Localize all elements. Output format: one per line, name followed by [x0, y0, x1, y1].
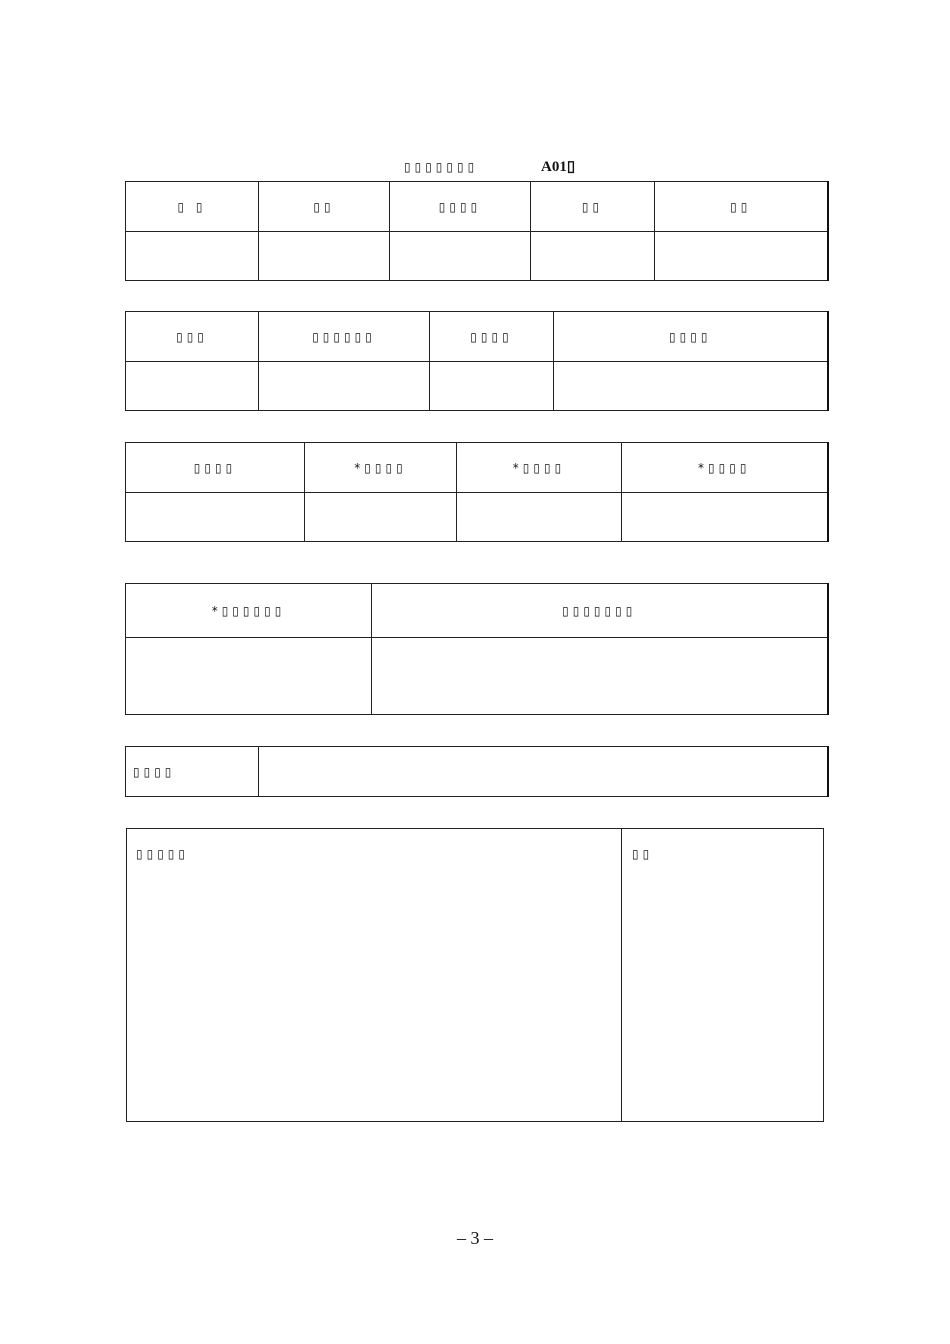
- table1-cell[interactable]: [531, 232, 655, 281]
- table2-header: ▯▯▯▯▯▯: [259, 312, 430, 362]
- table2-cell[interactable]: [554, 362, 828, 411]
- notes-left-label: ▯▯▯▯▯: [136, 847, 190, 861]
- table1-header: ▯▯: [259, 182, 390, 232]
- page-number: – 3 –: [457, 1228, 493, 1248]
- table1-cell[interactable]: [655, 232, 828, 281]
- table3-cell[interactable]: [126, 493, 305, 542]
- table3-cell[interactable]: [622, 493, 828, 542]
- table4-cell[interactable]: [126, 638, 372, 715]
- required-info-table: [125, 442, 829, 542]
- remark-row-table: [125, 746, 829, 797]
- table2-cell[interactable]: [126, 362, 259, 411]
- table2-header: ▯▯▯▯: [430, 312, 554, 362]
- table5-value[interactable]: [259, 747, 828, 797]
- table4-header: ▯▯▯▯▯▯▯: [372, 584, 828, 638]
- table4-cell[interactable]: [372, 638, 828, 715]
- table2-cell[interactable]: [259, 362, 430, 411]
- table1-header: ▯▯▯▯: [390, 182, 531, 232]
- table1-header: ▯▯: [531, 182, 655, 232]
- notes-right-label: ▯▯: [632, 847, 654, 861]
- table2-cell[interactable]: [430, 362, 554, 411]
- table3-header: *▯▯▯▯: [622, 443, 828, 493]
- notes-divider: [621, 829, 622, 1121]
- table1-header: ▯ ▯: [126, 182, 259, 232]
- table3-header: *▯▯▯▯: [457, 443, 622, 493]
- table2-header: ▯▯▯▯: [554, 312, 828, 362]
- table3-cell[interactable]: [305, 493, 457, 542]
- table1-cell[interactable]: [126, 232, 259, 281]
- notes-box: [126, 828, 824, 1122]
- table1-cell[interactable]: [259, 232, 390, 281]
- table5-label: ▯▯▯▯: [126, 747, 259, 797]
- table3-header: ▯▯▯▯: [126, 443, 305, 493]
- table4-header: *▯▯▯▯▯▯: [126, 584, 372, 638]
- table1-cell[interactable]: [390, 232, 531, 281]
- form-code: A01▯: [541, 159, 576, 175]
- basic-info-table: [125, 181, 829, 281]
- table2-header: ▯▯▯: [126, 312, 259, 362]
- detail-info-table: [125, 311, 829, 411]
- description-table: [125, 583, 829, 715]
- table3-header: *▯▯▯▯: [305, 443, 457, 493]
- form-title: ▯▯▯▯▯▯▯: [404, 160, 479, 174]
- table3-cell[interactable]: [457, 493, 622, 542]
- table1-header: ▯▯: [655, 182, 828, 232]
